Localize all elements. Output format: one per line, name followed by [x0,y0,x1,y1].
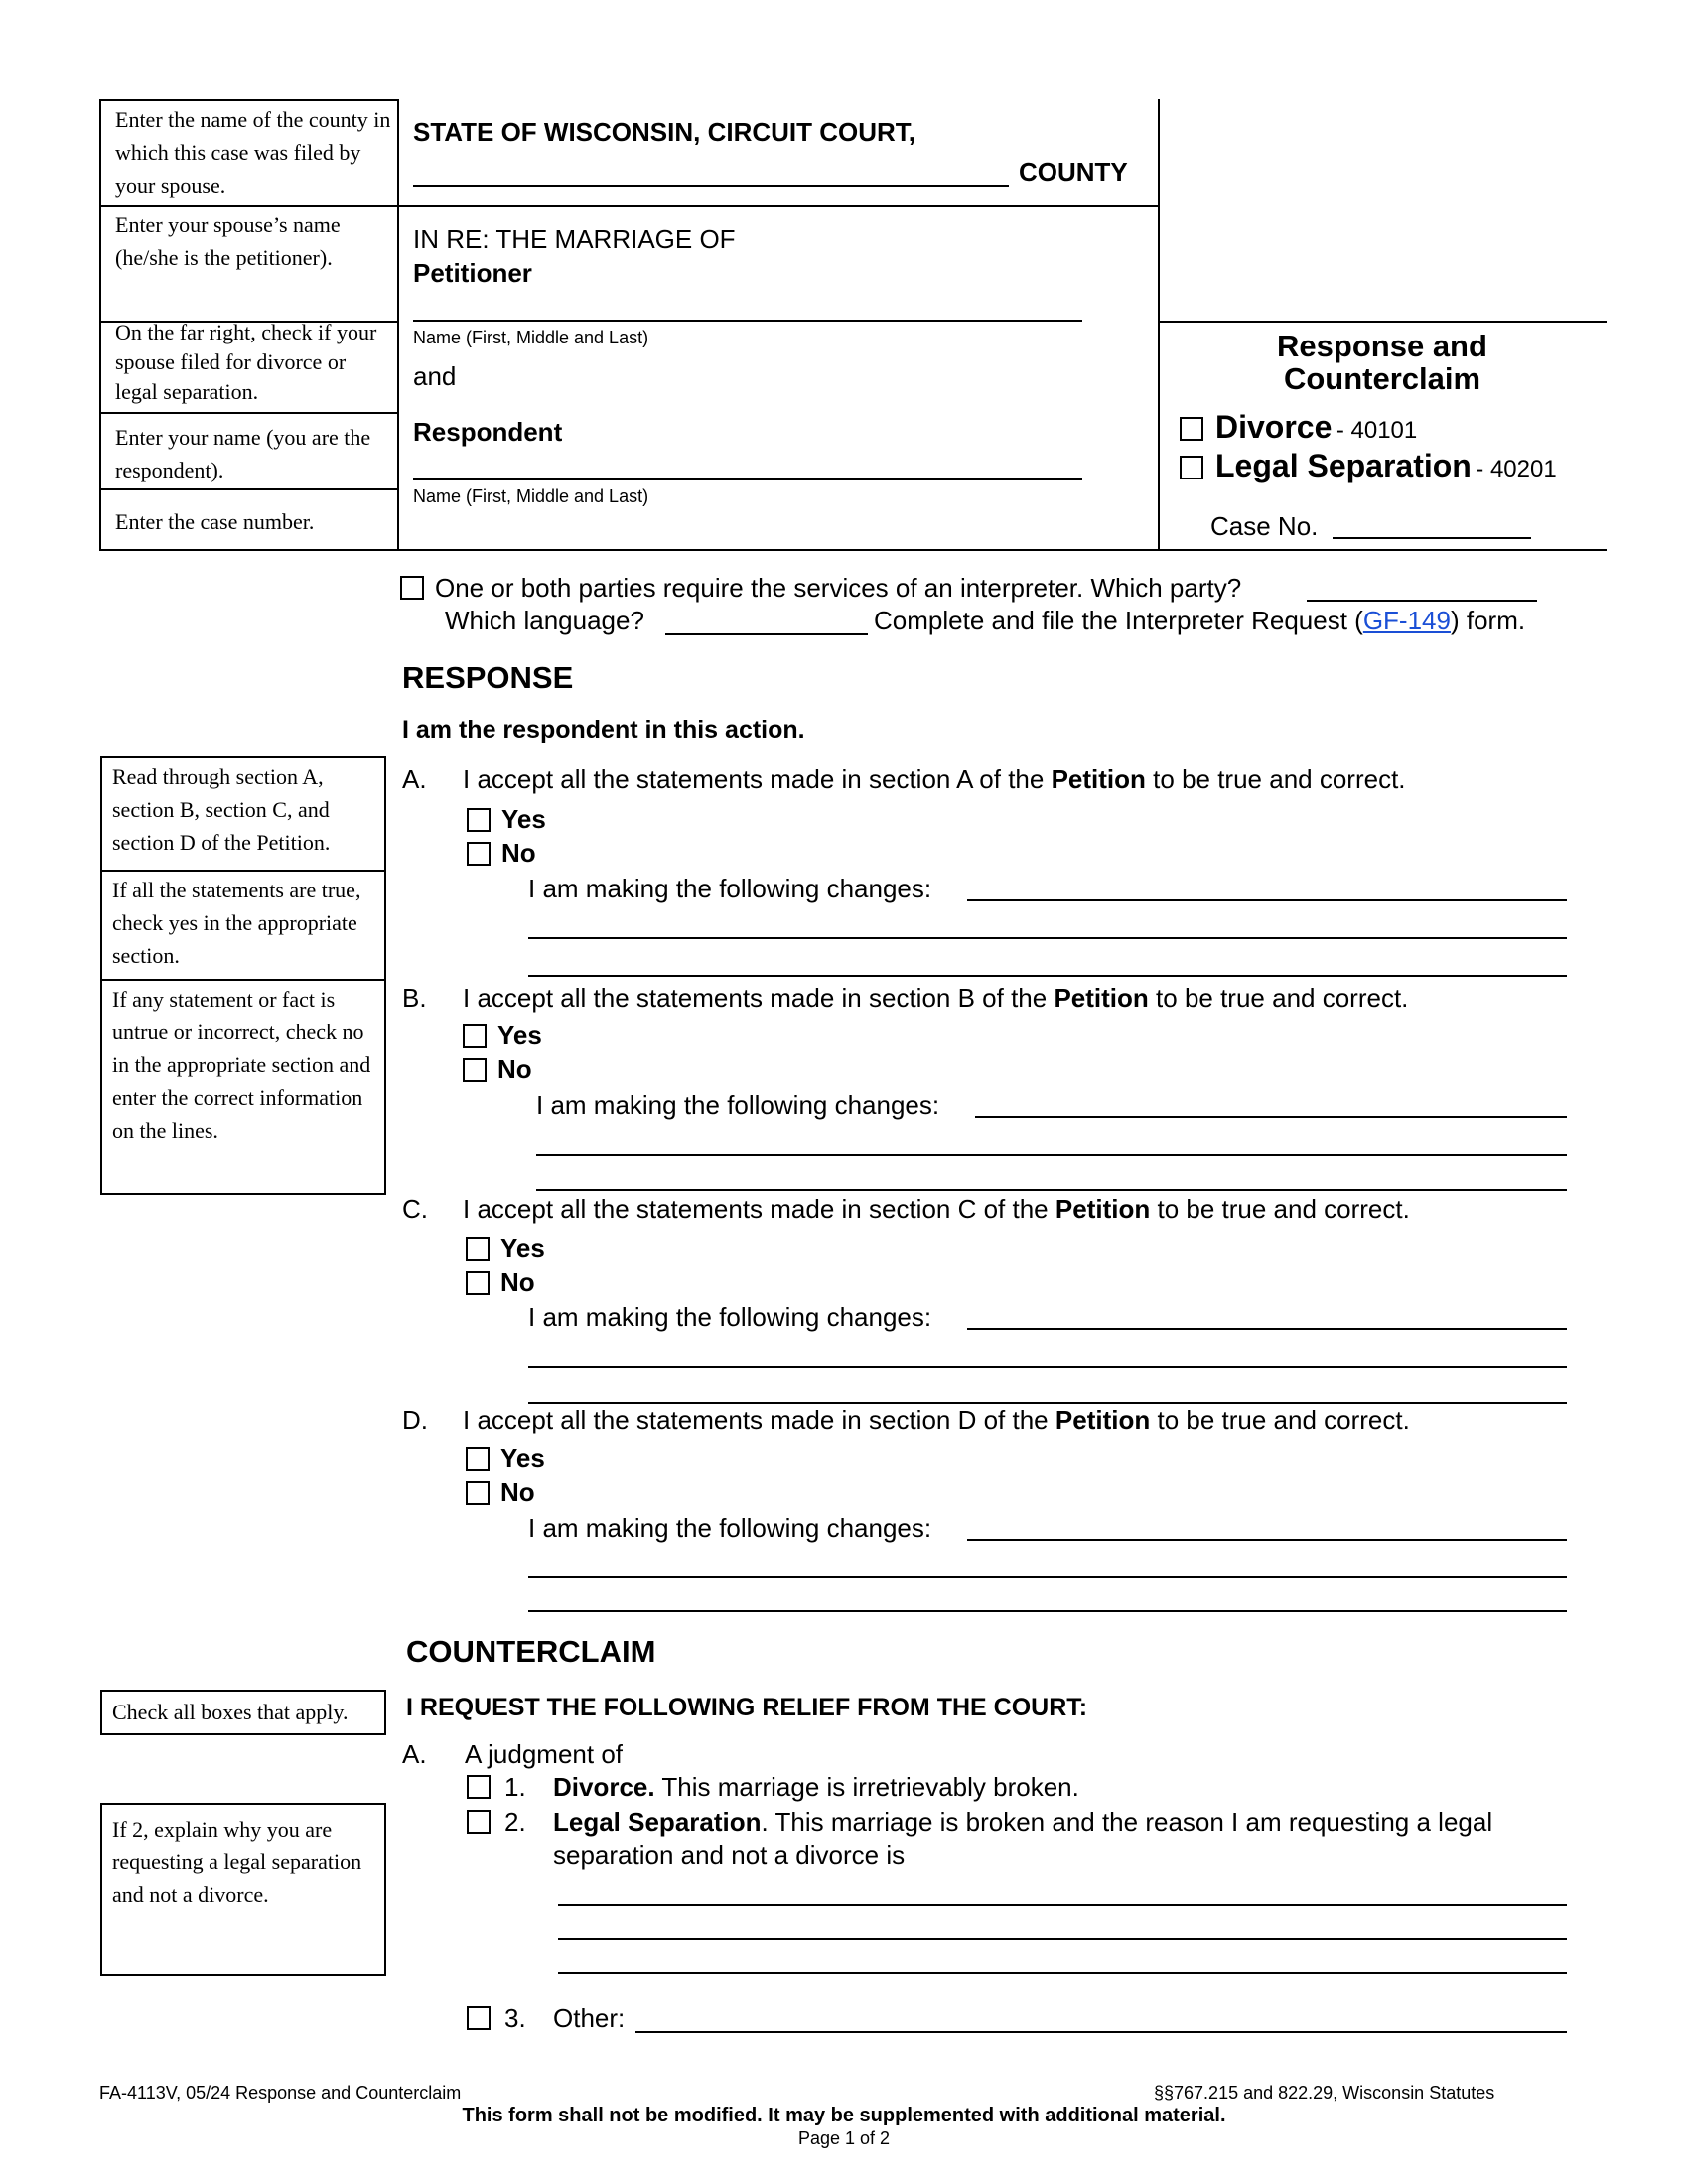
relief-other-label: Other: [553,2003,626,2033]
caption-sidebar-respondent: Enter your name (you are the respondent). [115,425,371,482]
gf-149-link[interactable]: GF-149 [1362,606,1451,635]
section-d-bold: Petition [1055,1405,1151,1434]
legal-separation-code: - 40201 [1476,456,1557,482]
section-a-yes-label: Yes [501,804,546,834]
section-b-yes-checkbox[interactable] [463,1024,487,1048]
section-b-statement [463,983,1408,1014]
interpreter-checkbox[interactable] [400,576,424,600]
respondent-name-line[interactable] [413,478,1082,480]
legal-separation-checkbox[interactable] [1180,456,1203,479]
in-re-label: IN RE: THE MARRIAGE OF [413,224,736,254]
relief-divorce-number: 1. [504,1772,526,1802]
counterclaim-heading: COUNTERCLAIM [406,1634,656,1669]
county-name-line[interactable] [413,185,1009,187]
legal-separation-label: Legal Separation [1215,448,1472,483]
relief-separation-text [553,1807,1576,1871]
section-c-yes-checkbox[interactable] [466,1237,490,1261]
response-sidebar-no: If any statement or fact is untrue or incorrect, check no in the appropriate section and enter the correct information on the lines. [100,979,386,1195]
court-heading: STATE OF WISCONSIN, CIRCUIT COURT, [413,117,916,147]
section-b-changes-line-1[interactable] [975,1116,1567,1118]
interpreter-form-text: ) form. [1450,606,1526,635]
counterclaim-request: I REQUEST THE FOLLOWING RELIEF FROM THE COURT: [406,1694,1088,1721]
section-d-changes-line-2[interactable] [528,1576,1567,1578]
footer-page-number: Page 1 of 2 [797,2128,891,2148]
section-c-statement [463,1194,1410,1225]
section-d-letter: D. [402,1405,428,1434]
section-a-post: to be true and correct. [1153,764,1406,794]
section-b-changes-line-2[interactable] [536,1154,1567,1156]
section-b-pre: I accept all the statements made in section B of the [463,983,1048,1013]
section-a-pre: I accept all the statements made in section A of the [463,764,1045,794]
section-d-no-label: No [500,1477,535,1507]
section-d-statement [463,1405,1410,1435]
section-d-yes-checkbox[interactable] [466,1447,490,1471]
section-a-changes-line-1[interactable] [967,899,1567,901]
petitioner-label: Petitioner [413,258,532,288]
relief-separation-checkbox[interactable] [467,1810,491,1834]
section-d-changes-line-1[interactable] [967,1539,1567,1541]
document-title [1158,330,1607,395]
divorce-option [1215,409,1417,446]
petitioner-name-line[interactable] [413,320,1082,322]
section-d-yes-label: Yes [500,1443,545,1473]
separation-reason-line-2[interactable] [558,1938,1567,1940]
section-c-changes-line-3[interactable] [528,1402,1567,1404]
document-title-line1: Response and [1277,329,1487,363]
interpreter-line1: One or both parties require the services of an interpreter. Which party? [435,573,1242,603]
response-intro: I am the respondent in this action. [402,716,805,744]
interpreter-party-line[interactable] [1307,600,1537,602]
section-c-yes-label: Yes [500,1233,545,1263]
interpreter-line2 [874,606,1525,636]
section-a-statement [463,764,1406,795]
respondent-name-hint: Name (First, Middle and Last) [413,486,649,506]
section-d-changes-line-3[interactable] [528,1610,1567,1612]
respondent-label: Respondent [413,417,563,447]
section-b-letter: B. [402,983,427,1013]
section-c-post: to be true and correct. [1157,1194,1410,1224]
relief-separation-bold: Legal Separation [553,1807,762,1837]
section-c-changes-label: I am making the following changes: [528,1302,932,1332]
section-d-changes-label: I am making the following changes: [528,1513,932,1543]
separation-reason-line-3[interactable] [558,1972,1567,1974]
counterclaim-a-letter: A. [402,1739,427,1769]
response-heading: RESPONSE [402,660,574,695]
section-b-yes-label: Yes [497,1021,542,1050]
section-a-changes-label: I am making the following changes: [528,874,932,903]
caption-sidebar-county: Enter the name of the county in which this case was filed by your spouse. [115,107,391,198]
section-c-pre: I accept all the statements made in section C of the [463,1194,1049,1224]
section-b-changes-label: I am making the following changes: [536,1090,940,1120]
response-sidebar-read: Read through section A, section B, section C, and section D of the Petition. [100,756,386,872]
and-text: and [413,361,457,391]
caption-sidebar-check: On the far right, check if your spouse filed for divorce or legal separation. [115,320,377,404]
section-a-letter: A. [402,764,427,794]
relief-divorce-text [553,1772,1079,1803]
section-c-no-label: No [500,1267,535,1297]
separation-reason-line-1[interactable] [558,1904,1567,1906]
relief-separation-reason-2: separation and not a divorce is [553,1841,906,1870]
section-b-no-checkbox[interactable] [463,1058,487,1082]
relief-other-number: 3. [504,2003,526,2033]
section-c-bold: Petition [1055,1194,1151,1224]
document-title-line2: Counterclaim [1283,361,1481,396]
section-c-changes-line-1[interactable] [967,1328,1567,1330]
county-label: COUNTY [1019,157,1128,187]
section-c-letter: C. [402,1194,428,1224]
section-d-pre: I accept all the statements made in section D of the [463,1405,1049,1434]
section-a-no-label: No [501,838,536,868]
divorce-label: Divorce [1215,409,1333,445]
footer-notice: This form shall not be modified. It may be supplemented with additional material. [462,2105,1226,2126]
relief-divorce-checkbox[interactable] [467,1775,491,1799]
interpreter-language-line[interactable] [665,633,868,635]
legal-separation-option [1215,448,1557,484]
counterclaim-sidebar-explain: If 2, explain why you are requesting a legal separation and not a divorce. [100,1803,386,1976]
relief-other-line[interactable] [635,2031,1567,2033]
section-a-bold: Petition [1051,764,1146,794]
section-b-post: to be true and correct. [1156,983,1409,1013]
section-a-yes-checkbox[interactable] [467,808,491,832]
relief-divorce-bold: Divorce. [553,1772,655,1802]
caption-sidebar-spouse: Enter your spouse’s name (he/she is the petitioner). [115,212,341,270]
counterclaim-a-text: A judgment of [465,1739,623,1769]
section-b-no-label: No [497,1054,532,1084]
section-b-bold: Petition [1054,983,1149,1013]
relief-divorce-reason: This marriage is irretrievably broken. [661,1772,1079,1802]
caption-sidebar-case: Enter the case number. [115,509,315,534]
section-b-changes-line-3[interactable] [536,1189,1567,1191]
section-d-post: to be true and correct. [1157,1405,1410,1434]
counterclaim-sidebar-check: Check all boxes that apply. [100,1690,386,1735]
section-c-no-checkbox[interactable] [466,1271,490,1295]
interpreter-request-text: Complete and file the Interpreter Request ( [874,606,1363,635]
case-number-label: Case No. [1210,511,1319,541]
section-a-no-checkbox[interactable] [467,842,491,866]
relief-other-checkbox[interactable] [467,2006,491,2030]
petitioner-name-hint: Name (First, Middle and Last) [413,328,649,347]
interpreter-language-label: Which language? [445,606,644,635]
response-sidebar-yes: If all the statements are true, check yes in the appropriate section. [100,870,386,981]
case-number-line[interactable] [1333,537,1531,539]
divorce-code: - 40101 [1336,417,1418,444]
footer-statutes: §§767.215 and 822.29, Wisconsin Statutes [1154,2083,1495,2103]
relief-separation-number: 2. [504,1807,526,1837]
section-a-changes-line-3[interactable] [528,975,1567,977]
section-a-changes-line-2[interactable] [528,937,1567,939]
section-d-no-checkbox[interactable] [466,1481,490,1505]
relief-separation-reason-1: . This marriage is broken and the reason I am requesting a legal [761,1807,1493,1837]
section-c-changes-line-2[interactable] [528,1366,1567,1368]
divorce-checkbox[interactable] [1180,417,1203,441]
relief-separation-line-1 [553,1807,1576,1838]
footer-form-id: FA-4113V, 05/24 Response and Counterclaim [99,2083,462,2103]
